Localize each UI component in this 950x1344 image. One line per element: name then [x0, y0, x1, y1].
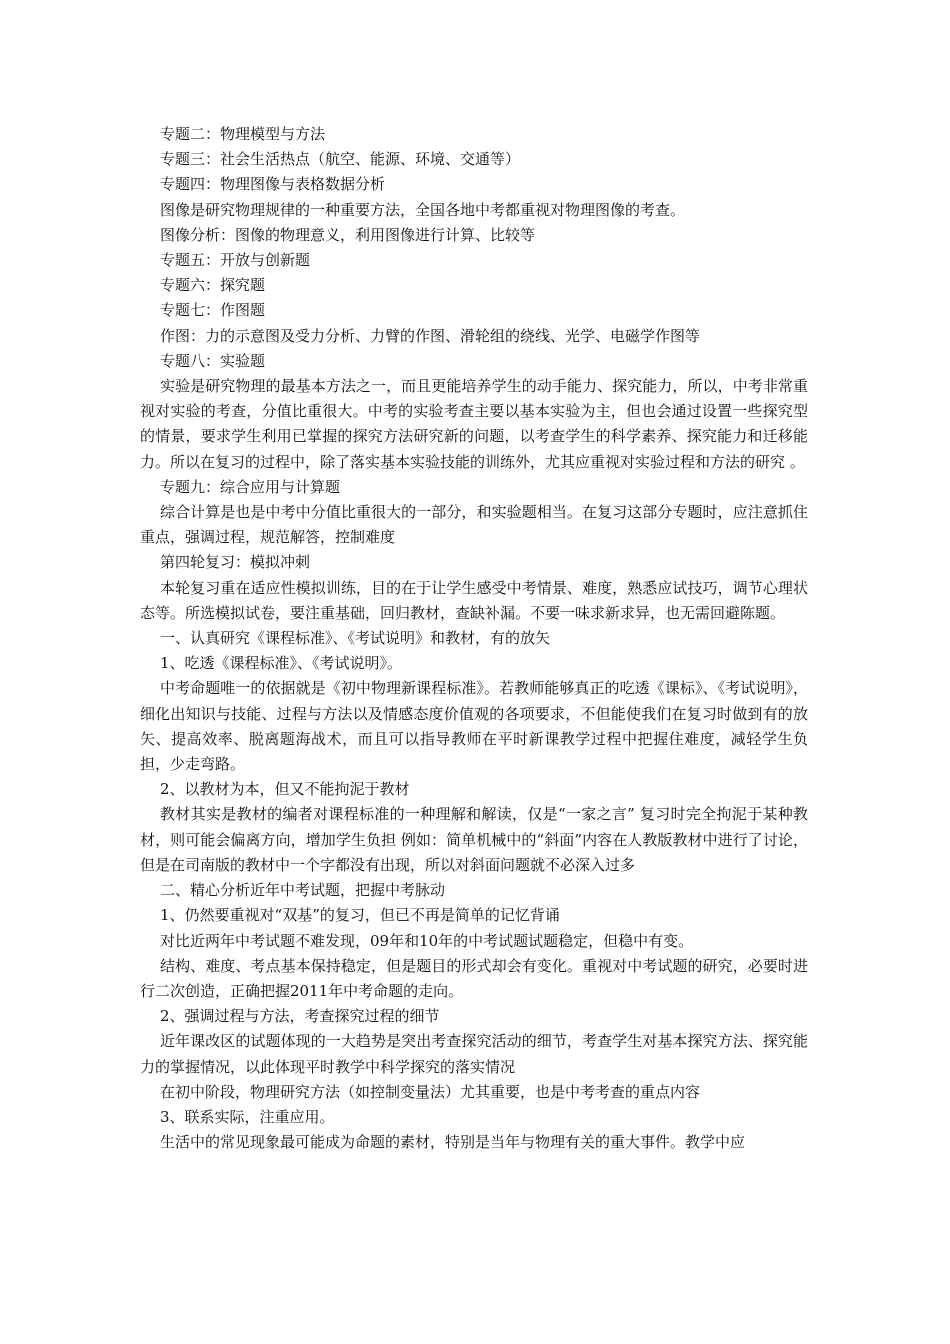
section-1-item-2: 2、以教材为本，但又不能拘泥于教材 — [160, 780, 410, 799]
structure-stability-paragraph: 结构、难度、考点基本保持稳定，但是题目的形式却会有变化。重视对中考试题的研究，必要时进行二次创造，正确把握2011年中考命题的走向。 — [140, 956, 808, 1000]
section-2-item-2: 2、强调过程与方法，考查探究过程的细节 — [160, 1007, 440, 1026]
section-1-heading: 一、认真研究《课程标准》、《考试说明》和教材，有的放矢 — [160, 629, 551, 648]
topic-9-heading: 专题九：综合应用与计算题 — [160, 477, 341, 496]
curriculum-standard-paragraph: 中考命题唯一的依据就是《初中物理新课程标准》。若教师能够真正的吃透《课标》、《考试说明》，细化出知识与技能、过程与方法以及情感态度价值观的各项要求，不但能使我们在复习时做到有的放矢、提高效率、脱离题海战术，而且可以指导教师在平时新课教学过程中把握住难度，减轻学生负担，少走弯路。 — [140, 679, 808, 774]
experiment-paragraph: 实验是研究物理的最基本方法之一，而且更能培养学生的动手能力、探究能力，所以，中考非常重视对实验的考查，分值比重很大。中考的实验考查主要以基本实验为主，但也会通过设置一些探究型的情景，要求学生利用已掌握的探究方法研究新的问题，以考查学生的科学素养、探究能力和迁移能力。所以在复习的过程中，除了落实基本实验技能的训练外，尤其应重视对实验过程和方法的研究 。 — [140, 377, 808, 471]
drawing-paragraph: 作图：力的示意图及受力分析、力臂的作图、滑轮组的绕线、光学、电磁学作图等 — [160, 326, 701, 345]
daily-life-paragraph: 生活中的常见现象最可能成为命题的素材，特别是当年与物理有关的重大事件。教学中应 — [160, 1133, 746, 1152]
calculation-paragraph: 综合计算是也是中考中分值比重很大的一部分，和实验题相当。在复习这部分专题时，应注意抓住重点，强调过程，规范解答，控制难度 — [140, 503, 808, 547]
topic-7-heading: 专题七：作图题 — [160, 301, 266, 320]
graph-importance-paragraph: 图像是研究物理规律的一种重要方法，全国各地中考都重视对物理图像的考查。 — [160, 200, 686, 219]
section-1-item-1: 1、吃透《课程标准》、《考试说明》。 — [160, 654, 403, 673]
round-4-heading: 第四轮复习：模拟冲刺 — [160, 553, 311, 572]
topic-3-heading: 专题三：社会生活热点（航空、能源、环境、交通等） — [160, 150, 521, 169]
section-2-heading: 二、精心分析近年中考试题，把握中考脉动 — [160, 881, 446, 900]
graph-analysis-paragraph: 图像分析：图像的物理意义，利用图像进行计算、比较等 — [160, 225, 536, 244]
exam-comparison-paragraph: 对比近两年中考试题不难发现，09年和10年的中考试题试题稳定，但稳中有变。 — [160, 931, 694, 950]
section-2-item-3: 3、联系实际，注重应用。 — [160, 1107, 335, 1126]
topic-2-heading: 专题二：物理模型与方法 — [160, 125, 326, 143]
mock-training-paragraph: 本轮复习重在适应性模拟训练，目的在于让学生感受中考情景、难度，熟悉应试技巧，调节心理状态等。所选模拟试卷，要注重基础，回归教材，查缺补漏。不要一味求新求异，也无需回避陈题。 — [140, 578, 808, 622]
section-2-item-1: 1、仍然要重视对“双基”的复习，但已不再是简单的记忆背诵 — [160, 906, 560, 925]
topic-4-heading: 专题四：物理图像与表格数据分析 — [160, 175, 386, 194]
research-method-paragraph: 在初中阶段，物理研究方法（如控制变量法）尤其重要，也是中考考查的重点内容 — [160, 1082, 701, 1101]
topic-5-heading: 专题五：开放与创新题 — [160, 251, 311, 270]
document-page — [140, 122, 808, 1155]
topic-8-heading: 专题八：实验题 — [160, 351, 266, 370]
inquiry-detail-paragraph: 近年课改区的试题体现的一大趋势是突出考查探究活动的细节，考查学生对基本探究方法、探究能力的掌握情况，以此体现平时教学中科学探究的落实情况 — [140, 1032, 808, 1076]
textbook-paragraph: 教材其实是教材的编者对课程标准的一种理解和解读，仅是“一家之言” 复习时完全拘泥于某种教材，则可能会偏离方向，增加学生负担 例如：简单机械中的“斜面”内容在人教版教材中进行了讨论，但是在司南版的教材中一个字都没有出现，所以对斜面问题就不必深入过多 — [140, 805, 808, 874]
topic-6-heading: 专题六：探究题 — [160, 276, 266, 295]
